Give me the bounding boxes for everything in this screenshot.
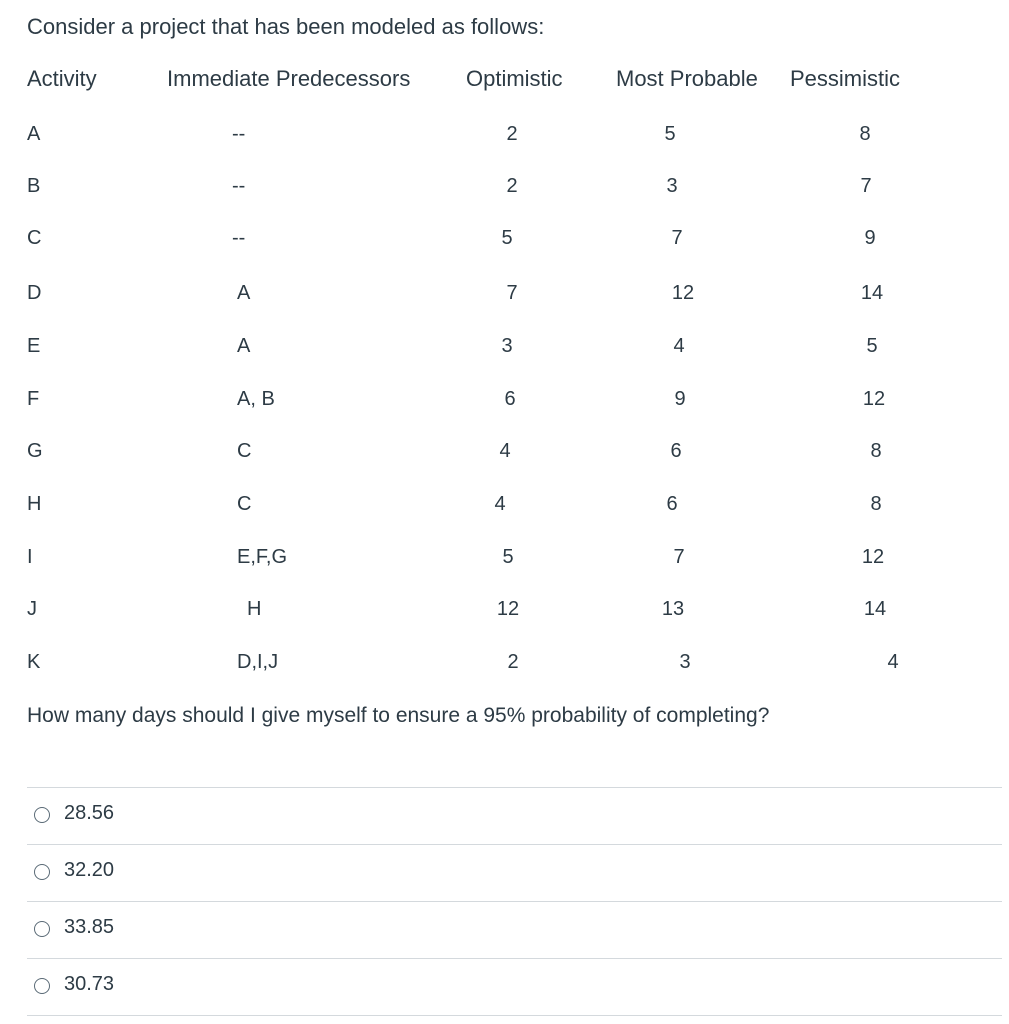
- cell-activity: A: [27, 123, 41, 145]
- cell-pessimistic: 8: [870, 493, 882, 515]
- cell-optimistic: 4: [499, 440, 511, 462]
- cell-most-probable: 5: [664, 123, 676, 145]
- cell-most-probable: 7: [671, 227, 683, 249]
- radio-button[interactable]: [34, 978, 50, 994]
- cell-most-probable: 12: [671, 282, 695, 304]
- cell-pessimistic: 8: [859, 123, 871, 145]
- answer-option[interactable]: [27, 958, 1002, 1016]
- cell-activity: D: [27, 282, 42, 304]
- answer-label: 28.56: [64, 802, 115, 824]
- cell-predecessors: D,I,J: [237, 651, 279, 673]
- cell-predecessors: A: [237, 335, 251, 357]
- cell-most-probable: 6: [670, 440, 682, 462]
- cell-optimistic: 7: [506, 282, 518, 304]
- cell-optimistic: 3: [501, 335, 513, 357]
- cell-optimistic: 5: [502, 546, 514, 568]
- cell-pessimistic: 12: [862, 388, 886, 410]
- cell-optimistic: 2: [506, 123, 518, 145]
- cell-most-probable: 7: [673, 546, 685, 568]
- question-text: How many days should I give myself to ensure a 95% probability of completing?: [27, 704, 770, 727]
- cell-pessimistic: 7: [860, 175, 872, 197]
- header-activity: Activity: [27, 66, 97, 91]
- cell-predecessors: --: [232, 123, 246, 145]
- cell-optimistic: 4: [494, 493, 506, 515]
- cell-predecessors: E,F,G: [237, 546, 288, 568]
- answer-list: [27, 787, 1002, 1016]
- cell-optimistic: 6: [504, 388, 516, 410]
- cell-predecessors: C: [237, 493, 252, 515]
- answer-option[interactable]: [27, 901, 1002, 958]
- cell-most-probable: 3: [666, 175, 678, 197]
- cell-optimistic: 2: [506, 175, 518, 197]
- cell-pessimistic: 14: [860, 282, 884, 304]
- answer-option[interactable]: [27, 787, 1002, 844]
- header-predecessors: Immediate Predecessors: [167, 66, 411, 91]
- cell-activity: H: [27, 493, 42, 515]
- cell-optimistic: 12: [496, 598, 520, 620]
- cell-pessimistic: 8: [870, 440, 882, 462]
- header-optimistic: Optimistic: [466, 66, 563, 91]
- cell-activity: I: [27, 546, 33, 568]
- header-pessimistic: Pessimistic: [790, 66, 901, 91]
- answer-label: 33.85: [64, 916, 115, 938]
- cell-predecessors: --: [232, 175, 246, 197]
- cell-most-probable: 4: [673, 335, 685, 357]
- cell-predecessors: H: [247, 598, 262, 620]
- cell-activity: C: [27, 227, 42, 249]
- question-intro: Consider a project that has been modeled as follows:: [27, 14, 545, 39]
- cell-most-probable: 9: [674, 388, 686, 410]
- cell-activity: G: [27, 440, 43, 462]
- cell-predecessors: A, B: [237, 388, 275, 410]
- cell-pessimistic: 9: [864, 227, 876, 249]
- cell-most-probable: 6: [666, 493, 678, 515]
- cell-activity: B: [27, 175, 41, 197]
- cell-predecessors: A: [237, 282, 251, 304]
- cell-activity: J: [27, 598, 37, 620]
- cell-most-probable: 3: [679, 651, 691, 673]
- cell-activity: F: [27, 388, 40, 410]
- cell-activity: K: [27, 651, 41, 673]
- cell-optimistic: 2: [507, 651, 519, 673]
- cell-pessimistic: 4: [887, 651, 899, 673]
- cell-pessimistic: 5: [866, 335, 878, 357]
- answer-label: 30.73: [64, 973, 115, 995]
- answer-label: 32.20: [64, 859, 115, 881]
- radio-button[interactable]: [34, 807, 50, 823]
- cell-most-probable: 13: [661, 598, 685, 620]
- cell-predecessors: --: [232, 227, 246, 249]
- cell-activity: E: [27, 335, 41, 357]
- cell-predecessors: C: [237, 440, 252, 462]
- radio-button[interactable]: [34, 864, 50, 880]
- cell-pessimistic: 14: [863, 598, 887, 620]
- header-most-probable: Most Probable: [616, 66, 758, 91]
- radio-button[interactable]: [34, 921, 50, 937]
- cell-optimistic: 5: [501, 227, 513, 249]
- answer-option[interactable]: [27, 844, 1002, 901]
- cell-pessimistic: 12: [861, 546, 885, 568]
